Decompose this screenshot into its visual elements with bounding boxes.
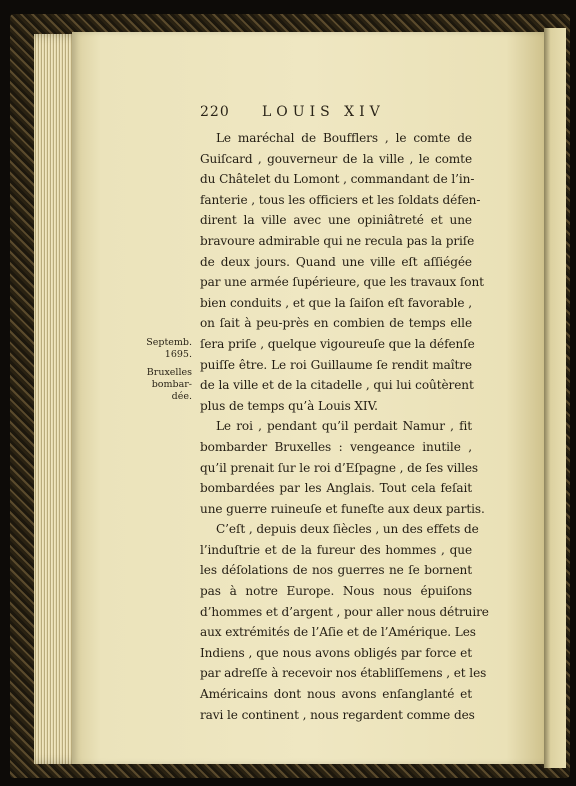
text-line: d’hommes et d’argent , pour aller nous détruire — [200, 604, 489, 619]
text-line: bombardées par les Anglais. Tout cela feſait — [200, 481, 472, 496]
text-line: dirent la ville avec une opiniâtreté et une — [200, 213, 472, 228]
margin-note-line: Septemb. — [146, 337, 192, 348]
margin-note-line: dée. — [171, 391, 192, 402]
text-line: de la ville et de la citadelle , qui lui coûtèrent — [200, 378, 474, 393]
text-line: par une armée ſupérieure, que les travaux ſont — [200, 275, 484, 290]
text-line: qu’il prenait ſur le roi d’Eſpagne , de ſes villes — [200, 460, 479, 475]
text-line: fanterie , tous les officiers et les ſoldats défen- — [200, 192, 481, 207]
text-line: bravoure admirable qui ne recula pas la priſe — [200, 233, 475, 248]
text-line: une guerre ruineuſe et funeſte aux deux partis. — [200, 501, 485, 516]
text-line: les déſolations de nos guerres ne ſe bornent — [200, 563, 472, 578]
facing-page-edge — [544, 28, 566, 768]
margin-note-line: bombar- — [151, 379, 192, 390]
text-line: Le maréchal de Boufflers , le comte de — [216, 131, 472, 145]
text-line: Américains dont nous avons enſanglanté et — [200, 687, 472, 702]
margin-note-date — [128, 337, 192, 361]
text-line: puiſſe être. Le roi Guillaume ſe rendit maître — [200, 357, 472, 372]
running-title: LOUIS XIV — [262, 104, 385, 120]
margin-note-brussels — [128, 367, 192, 403]
text-line: ſera priſe , quelque vigoureuſe que la défenſe — [200, 336, 475, 351]
text-line: on ſait à peu-près en combien de temps elle — [200, 316, 472, 331]
margin-note-line: Bruxelles — [146, 367, 192, 378]
text-line: plus de temps qu’à Louis XIV. — [200, 398, 378, 413]
running-header — [200, 104, 500, 126]
text-line: Guiſcard , gouverneur de la ville , le comte — [200, 151, 472, 166]
margin-note-line: 1695. — [164, 349, 192, 360]
text-line: par adreſſe à recevoir nos établiſſemens , et les — [200, 666, 487, 681]
text-line: Indiens , que nous avons obligés par force et — [200, 645, 472, 660]
text-line: bien conduits , et que la ſaiſon eſt favorable , — [200, 295, 472, 310]
text-line: du Châtelet du Lomont , commandant de l’in- — [200, 172, 475, 187]
body-text — [200, 128, 489, 725]
text-line: l’induſtrie et de la fureur des hommes , que — [200, 542, 472, 557]
page-number: 220 — [200, 104, 230, 120]
text-line: C’eſt , depuis deux ſiècles , un des effets de — [216, 522, 479, 537]
text-line: Le roi , pendant qu’il perdait Namur , fit — [216, 419, 472, 434]
text-line: bombarder Bruxelles : vengeance inutile , — [200, 439, 472, 454]
text-line: de deux jours. Quand une ville eſt aſſiégée — [200, 254, 472, 269]
text-line: pas à notre Europe. Nous nous épuiſons — [200, 584, 472, 599]
text-line: aux extrémités de l’Aſie et de l’Amérique. Les — [200, 625, 476, 640]
text-line: ravi le continent , nous regardent comme des — [200, 707, 475, 722]
